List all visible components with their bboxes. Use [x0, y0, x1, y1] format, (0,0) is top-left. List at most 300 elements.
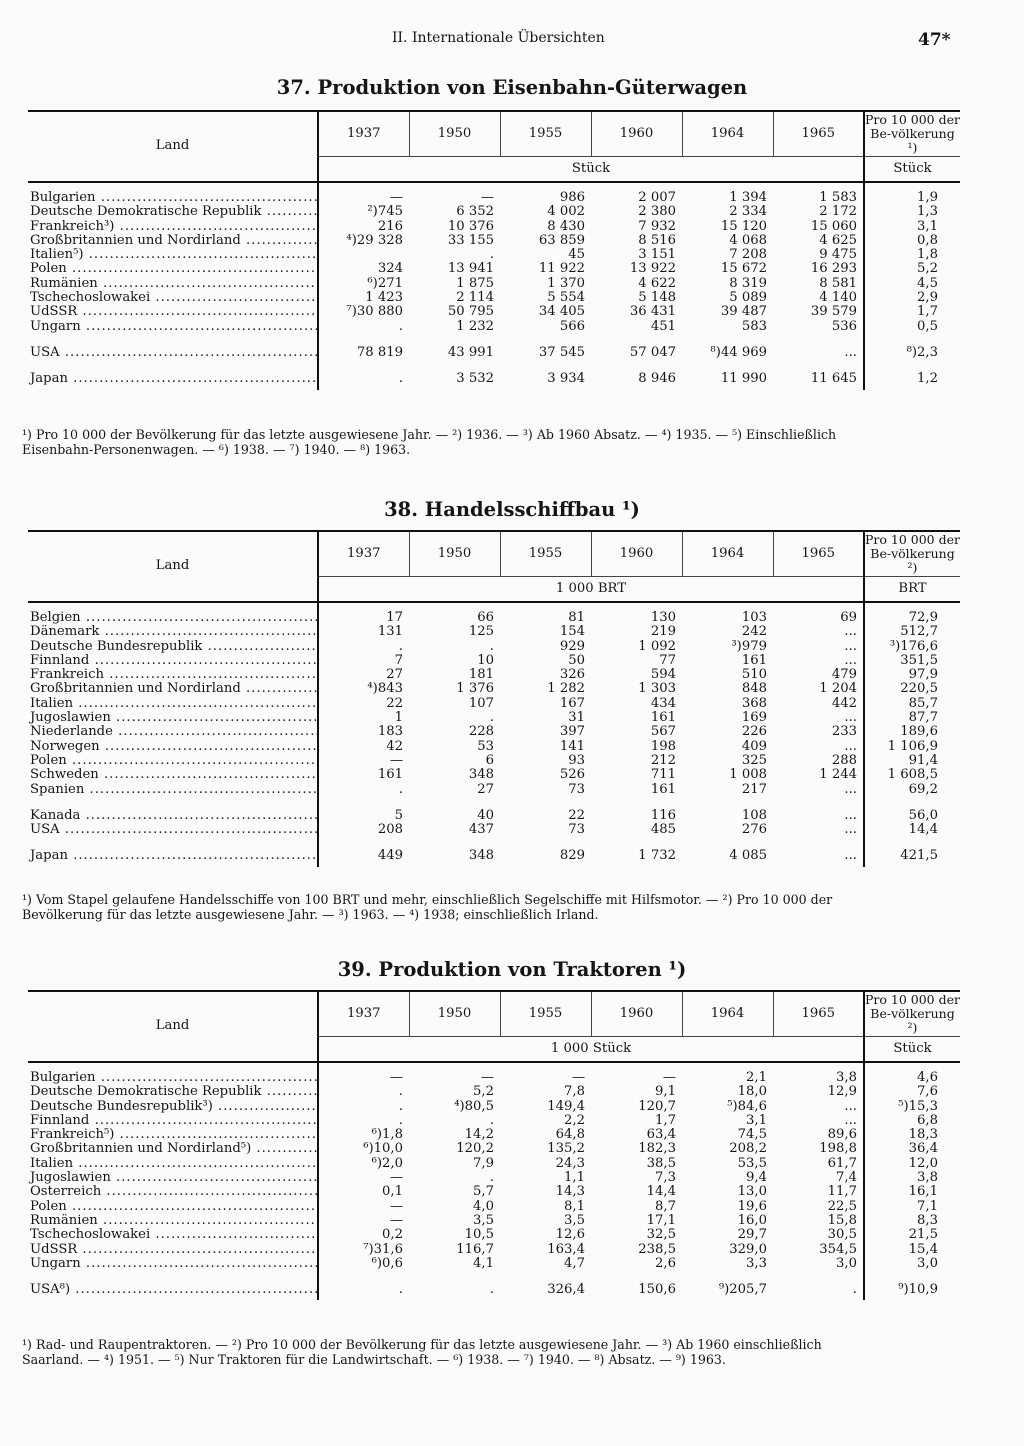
- country-name: Italien⁵) .....: [28, 248, 318, 262]
- table-39-tractors: [28, 990, 960, 1300]
- per-capita-value: 1 106,9: [864, 740, 960, 754]
- per-capita-value: 3,1: [864, 220, 960, 234]
- per-capita-value: 351,5: [864, 654, 960, 668]
- value-cell: 53,5: [737, 1155, 767, 1171]
- per-capita-value: 2,9: [864, 291, 960, 305]
- value-cell: —: [389, 1198, 403, 1214]
- value-cell: 40: [477, 807, 494, 823]
- value-cell: 208,2: [729, 1141, 767, 1157]
- value-cell: 15 120: [720, 218, 767, 234]
- value-cell: 74,5: [737, 1127, 767, 1143]
- country-name: Schweden .....: [28, 768, 318, 782]
- unit-label: 1 000 BRT: [318, 577, 864, 603]
- per-capita-header: Pro 10 000 der Be-völkerung ²): [865, 532, 960, 575]
- value-cell: 15 672: [720, 261, 767, 277]
- country-name: Italien .....: [28, 1157, 318, 1171]
- value-cell: 141: [559, 738, 585, 754]
- country-name: Polen .....: [28, 754, 318, 768]
- table-row: [28, 1128, 960, 1142]
- year-header: 1937: [318, 991, 409, 1037]
- table-row: [28, 1271, 960, 1300]
- value-cell: 4 085: [729, 848, 767, 864]
- running-title: II. Internationale Übersichten: [392, 30, 605, 46]
- value-cell: 15,8: [827, 1212, 857, 1228]
- table-38-merchant-shipbuilding: [28, 530, 960, 867]
- table-row: [28, 277, 960, 291]
- value-cell: 11,7: [827, 1184, 857, 1200]
- value-cell: 1 008: [729, 767, 767, 783]
- value-cell: 212: [650, 752, 676, 768]
- value-cell: 6: [485, 752, 494, 768]
- value-cell: 53: [477, 738, 494, 754]
- country-name: Großbritannien und Nordirland⁵) .....: [28, 1142, 318, 1156]
- per-capita-value: 421,5: [864, 837, 960, 866]
- value-cell: 354,5: [819, 1241, 857, 1257]
- table-row: [28, 711, 960, 725]
- per-capita-value: 97,9: [864, 668, 960, 682]
- value-cell: 4,0: [473, 1198, 494, 1214]
- country-name: Tschechoslowakei .....: [28, 291, 318, 305]
- table-row: [28, 1142, 960, 1156]
- value-cell: 32,5: [646, 1227, 676, 1243]
- value-cell: 8 516: [638, 232, 676, 248]
- per-capita-unit-label: Stück: [864, 157, 960, 183]
- per-capita-value: 69,2: [864, 783, 960, 797]
- value-cell: 33 155: [447, 232, 494, 248]
- table-row: [28, 1114, 960, 1128]
- value-cell: 348: [468, 767, 494, 783]
- value-cell: ...: [844, 822, 857, 838]
- value-cell: 12,6: [555, 1227, 585, 1243]
- per-capita-value: ³)176,6: [864, 640, 960, 654]
- value-cell: 583: [741, 318, 767, 334]
- value-cell: ²)745: [367, 204, 403, 220]
- value-cell: 6 352: [456, 204, 494, 220]
- value-cell: 8,1: [564, 1198, 585, 1214]
- value-cell: .: [489, 1170, 494, 1186]
- year-header: 1960: [591, 991, 682, 1037]
- value-cell: 198,8: [819, 1141, 857, 1157]
- year-header: 1965: [773, 531, 864, 577]
- value-cell: 37 545: [538, 344, 585, 360]
- year-header: 1965: [773, 991, 864, 1037]
- value-cell: 10,5: [464, 1227, 494, 1243]
- table-row: [28, 182, 960, 205]
- per-capita-value: 0,5: [864, 320, 960, 334]
- value-cell: 2 007: [638, 190, 676, 205]
- country-name: Frankreich³) .....: [28, 220, 318, 234]
- table-row: [28, 602, 960, 625]
- value-cell: .: [398, 1282, 403, 1298]
- country-name: Spanien .....: [28, 783, 318, 797]
- country-name: Ungarn .....: [28, 1257, 318, 1271]
- value-cell: 216: [377, 218, 403, 234]
- value-cell: ...: [844, 624, 857, 640]
- year-header: 1965: [773, 111, 864, 157]
- country-name: Bulgarien .....: [28, 182, 318, 205]
- year-header: 1955: [500, 531, 591, 577]
- value-cell: 24,3: [555, 1155, 585, 1171]
- land-column-header: Land: [28, 991, 318, 1062]
- value-cell: .: [398, 1112, 403, 1128]
- value-cell: 198: [650, 738, 676, 754]
- per-capita-value: 189,6: [864, 725, 960, 739]
- value-cell: 1 244: [819, 767, 857, 783]
- value-cell: ⁷)30 880: [346, 304, 403, 320]
- value-cell: 10: [477, 652, 494, 668]
- year-header: 1960: [591, 531, 682, 577]
- table-row: [28, 220, 960, 234]
- value-cell: 1 370: [547, 275, 585, 291]
- value-cell: 536: [831, 318, 857, 334]
- value-cell: 61,7: [827, 1155, 857, 1171]
- value-cell: 1 394: [729, 190, 767, 205]
- value-cell: 43 991: [447, 344, 494, 360]
- value-cell: 108: [741, 807, 767, 823]
- per-capita-value: 14,4: [864, 823, 960, 837]
- per-capita-value: 5,2: [864, 262, 960, 276]
- value-cell: 228: [468, 724, 494, 740]
- per-capita-value: 1,3: [864, 205, 960, 219]
- value-cell: ...: [844, 1112, 857, 1128]
- year-header: 1950: [409, 531, 500, 577]
- value-cell: ⁸)44 969: [710, 344, 767, 360]
- value-cell: —: [389, 1070, 403, 1085]
- value-cell: 167: [559, 695, 585, 711]
- value-cell: 5 554: [547, 290, 585, 306]
- per-capita-value: ⁹)10,9: [864, 1271, 960, 1300]
- value-cell: [318, 248, 409, 262]
- footnote-line: ¹) Pro 10 000 der Bevölkerung für das letzte ausgewiesene Jahr. — ²) 1936. — ³) Ab 1960 Absatz. — ⁴) 1935. — ⁵) Einschließlich: [22, 427, 837, 442]
- value-cell: 135,2: [547, 1141, 585, 1157]
- per-capita-value: 7,6: [864, 1085, 960, 1099]
- value-cell: ...: [844, 710, 857, 726]
- value-cell: 154: [559, 624, 585, 640]
- value-cell: 36 431: [629, 304, 676, 320]
- per-capita-header: Pro 10 000 der Be-völkerung ²): [865, 992, 960, 1035]
- year-header: 1950: [409, 111, 500, 157]
- value-cell: —: [389, 190, 403, 205]
- table-38-footnotes: [22, 893, 962, 922]
- year-header: 1964: [682, 991, 773, 1037]
- footnote-line: ¹) Rad- und Raupentraktoren. — ²) Pro 10 000 der Bevölkerung für das letzte ausgewiesene Jahr. — ³) Ab 1960 einschließlich: [22, 1337, 822, 1352]
- value-cell: .: [398, 1084, 403, 1100]
- country-name: Frankreich .....: [28, 668, 318, 682]
- per-capita-unit-label: Stück: [864, 1037, 960, 1063]
- value-cell: 14,3: [555, 1184, 585, 1200]
- value-cell: —: [389, 752, 403, 768]
- value-cell: 22: [386, 695, 403, 711]
- page-number: 47*: [918, 30, 951, 50]
- country-name: Österreich .....: [28, 1185, 318, 1199]
- value-cell: 276: [741, 822, 767, 838]
- value-cell: 29,7: [737, 1227, 767, 1243]
- value-cell: 15 060: [810, 218, 857, 234]
- value-cell: 149,4: [547, 1098, 585, 1114]
- per-capita-value: 91,4: [864, 754, 960, 768]
- country-name: UdSSR .....: [28, 1243, 318, 1257]
- value-cell: 8 581: [819, 275, 857, 291]
- table-37-footnotes: [22, 428, 962, 457]
- country-name: Deutsche Demokratische Republik .....: [28, 205, 318, 219]
- value-cell: 3,3: [746, 1255, 767, 1271]
- value-cell: 130: [650, 610, 676, 625]
- per-capita-value: 1,7: [864, 305, 960, 319]
- table-row: [28, 625, 960, 639]
- country-name: Deutsche Demokratische Republik .....: [28, 1085, 318, 1099]
- per-capita-value: 16,1: [864, 1185, 960, 1199]
- value-cell: 182,3: [638, 1141, 676, 1157]
- per-capita-value: 512,7: [864, 625, 960, 639]
- value-cell: 5 148: [638, 290, 676, 306]
- land-column-header: Land: [28, 531, 318, 602]
- value-cell: 107: [468, 695, 494, 711]
- table-row: [28, 262, 960, 276]
- value-cell: 7: [394, 652, 403, 668]
- value-cell: 510: [741, 667, 767, 683]
- year-header: 1955: [500, 991, 591, 1037]
- table-row: [28, 248, 960, 262]
- table-row: [28, 1214, 960, 1228]
- value-cell: 64,8: [555, 1127, 585, 1143]
- value-cell: ⁶)271: [367, 275, 403, 291]
- value-cell: 5,2: [473, 1084, 494, 1100]
- value-cell: 4 068: [729, 232, 767, 248]
- value-cell: 324: [377, 261, 403, 277]
- value-cell: —: [480, 1070, 494, 1085]
- value-cell: 22: [568, 807, 585, 823]
- value-cell: 451: [650, 318, 676, 334]
- value-cell: 219: [650, 624, 676, 640]
- value-cell: 594: [650, 667, 676, 683]
- table-39-title: 39. Produktion von Traktoren ¹): [337, 958, 687, 981]
- country-name: USA⁸) .....: [28, 1271, 318, 1300]
- value-cell: ...: [844, 738, 857, 754]
- table-37-freight-wagons: [28, 110, 960, 390]
- value-cell: 73: [568, 781, 585, 797]
- value-cell: 66: [477, 610, 494, 625]
- value-cell: 163,4: [547, 1241, 585, 1257]
- per-capita-value: 3,0: [864, 1257, 960, 1271]
- land-column-header: Land: [28, 111, 318, 182]
- value-cell: 8 319: [729, 275, 767, 291]
- table-row: [28, 725, 960, 739]
- table-row: [28, 1185, 960, 1199]
- year-header: 1964: [682, 111, 773, 157]
- country-name: Großbritannien und Nordirland .....: [28, 682, 318, 696]
- value-cell: 120,2: [456, 1141, 494, 1157]
- footnote-line: Saarland. — ⁴) 1951. — ⁵) Nur Traktoren für die Landwirtschaft. — ⁶) 1938. — ⁷) 1940. — ⁸) Absatz. — ⁹) 1963.: [22, 1351, 726, 1367]
- value-cell: 5 089: [729, 290, 767, 306]
- value-cell: 7,8: [564, 1084, 585, 1100]
- per-capita-value: 85,7: [864, 697, 960, 711]
- value-cell: 2,1: [746, 1070, 767, 1085]
- value-cell: 18,0: [737, 1084, 767, 1100]
- value-cell: .: [489, 1112, 494, 1128]
- per-capita-unit-label: BRT: [864, 577, 960, 603]
- value-cell: 19,6: [737, 1198, 767, 1214]
- per-capita-value: 1,2: [864, 360, 960, 389]
- value-cell: 181: [468, 667, 494, 683]
- value-cell: 1 204: [819, 681, 857, 697]
- table-39-footnotes: [22, 1338, 962, 1367]
- value-cell: 1,7: [655, 1112, 676, 1128]
- value-cell: 17,1: [646, 1212, 676, 1228]
- country-name: Rumänien .....: [28, 1214, 318, 1228]
- value-cell: 7 932: [638, 218, 676, 234]
- value-cell: .: [398, 1098, 403, 1114]
- value-cell: 63,4: [646, 1127, 676, 1143]
- value-cell: 7 208: [729, 247, 767, 263]
- table-row: [28, 1062, 960, 1085]
- value-cell: ...: [844, 807, 857, 823]
- value-cell: .: [398, 318, 403, 334]
- table-row: [28, 697, 960, 711]
- country-name: Niederlande .....: [28, 725, 318, 739]
- per-capita-value: 7,1: [864, 1200, 960, 1214]
- value-cell: 50: [568, 652, 585, 668]
- value-cell: 442: [831, 695, 857, 711]
- value-cell: 11 922: [538, 261, 585, 277]
- value-cell: 929: [559, 638, 585, 654]
- table-row: [28, 1228, 960, 1242]
- value-cell: ⁴)80,5: [454, 1098, 494, 1114]
- value-cell: 77: [659, 652, 676, 668]
- country-name: Finnland .....: [28, 1114, 318, 1128]
- value-cell: 397: [559, 724, 585, 740]
- value-cell: .: [489, 710, 494, 726]
- value-cell: 78 819: [356, 344, 403, 360]
- value-cell: 8 946: [638, 371, 676, 387]
- value-cell: 13 922: [629, 261, 676, 277]
- value-cell: 233: [831, 724, 857, 740]
- value-cell: 103: [741, 610, 767, 625]
- per-capita-value: 1,9: [864, 182, 960, 205]
- value-cell: 986: [559, 190, 585, 205]
- value-cell: ...: [844, 652, 857, 668]
- per-capita-value: 8,3: [864, 1214, 960, 1228]
- value-cell: 11 645: [810, 371, 857, 387]
- value-cell: 348: [468, 848, 494, 864]
- table-row: [28, 783, 960, 797]
- value-cell: 711: [650, 767, 676, 783]
- value-cell: 3 532: [456, 371, 494, 387]
- value-cell: 3,0: [836, 1255, 857, 1271]
- country-name: USA .....: [28, 823, 318, 837]
- value-cell: 11 990: [720, 371, 767, 387]
- value-cell: 409: [741, 738, 767, 754]
- per-capita-value: 6,8: [864, 1114, 960, 1128]
- value-cell: 50 795: [447, 304, 494, 320]
- value-cell: 116,7: [456, 1241, 494, 1257]
- value-cell: 8 430: [547, 218, 585, 234]
- year-header: 1937: [318, 111, 409, 157]
- value-cell: 9 475: [819, 247, 857, 263]
- value-cell: 131: [377, 624, 403, 640]
- value-cell: ⁴)29 328: [346, 232, 403, 248]
- value-cell: 57 047: [629, 344, 676, 360]
- value-cell: ...: [844, 638, 857, 654]
- country-name: Deutsche Bundesrepublik .....: [28, 640, 318, 654]
- per-capita-value: 4,6: [864, 1062, 960, 1085]
- value-cell: 27: [477, 781, 494, 797]
- value-cell: 1 303: [638, 681, 676, 697]
- country-name: Jugoslawien .....: [28, 711, 318, 725]
- value-cell: 3 151: [638, 247, 676, 263]
- table-row: [28, 668, 960, 682]
- country-name: Jugoslawien .....: [28, 1171, 318, 1185]
- year-header: 1964: [682, 531, 773, 577]
- per-capita-value: 56,0: [864, 797, 960, 823]
- per-capita-value: 18,3: [864, 1128, 960, 1142]
- value-cell: 4 625: [819, 232, 857, 248]
- country-name: Polen .....: [28, 262, 318, 276]
- value-cell: 1 092: [638, 638, 676, 654]
- value-cell: 161: [650, 781, 676, 797]
- per-capita-value: 1 608,5: [864, 768, 960, 782]
- value-cell: 2 334: [729, 204, 767, 220]
- table-row: [28, 1100, 960, 1114]
- value-cell: 39 487: [720, 304, 767, 320]
- per-capita-header: Pro 10 000 der Be-völkerung ¹): [865, 112, 960, 155]
- value-cell: ⁶)2,0: [371, 1155, 403, 1171]
- value-cell: 22,5: [827, 1198, 857, 1214]
- value-cell: 5: [394, 807, 403, 823]
- value-cell: 1 875: [456, 275, 494, 291]
- table-row: [28, 797, 960, 823]
- per-capita-value: 87,7: [864, 711, 960, 725]
- value-cell: 242: [741, 624, 767, 640]
- value-cell: 1 282: [547, 681, 585, 697]
- value-cell: .: [398, 371, 403, 387]
- value-cell: 45: [568, 247, 585, 263]
- per-capita-value: 15,4: [864, 1243, 960, 1257]
- value-cell: 4 140: [819, 290, 857, 306]
- value-cell: 1 732: [638, 848, 676, 864]
- value-cell: 7,9: [473, 1155, 494, 1171]
- table-row: [28, 305, 960, 319]
- country-name: Dänemark .....: [28, 625, 318, 639]
- value-cell: .: [398, 638, 403, 654]
- country-name: Finnland .....: [28, 654, 318, 668]
- value-cell: 4 622: [638, 275, 676, 291]
- country-name: Frankreich⁵) .....: [28, 1128, 318, 1142]
- value-cell: ...: [844, 344, 857, 360]
- value-cell: 7,4: [836, 1170, 857, 1186]
- country-name: USA .....: [28, 334, 318, 360]
- footnote-line: Eisenbahn-Personenwagen. — ⁶) 1938. — ⁷) 1940. — ⁸) 1963.: [22, 441, 411, 457]
- value-cell: 3,1: [746, 1112, 767, 1128]
- table-row: [28, 654, 960, 668]
- value-cell: 16 293: [810, 261, 857, 277]
- value-cell: 226: [741, 724, 767, 740]
- year-header: 1960: [591, 111, 682, 157]
- value-cell: —: [571, 1070, 585, 1085]
- year-header: 1950: [409, 991, 500, 1037]
- value-cell: 69: [840, 610, 857, 625]
- value-cell: 63 859: [538, 232, 585, 248]
- value-cell: 1 583: [819, 190, 857, 205]
- value-cell: 829: [559, 848, 585, 864]
- per-capita-value: 4,5: [864, 277, 960, 291]
- footnote-line: ¹) Vom Stapel gelaufene Handelsschiffe von 100 BRT und mehr, einschließlich Segelschiffe mit Hilfsmotor. — ²) Pro 10 000 der: [22, 892, 833, 907]
- table-37-title: 37. Produktion von Eisenbahn-Güterwagen: [276, 76, 748, 99]
- value-cell: 9,1: [655, 1084, 676, 1100]
- value-cell: 1 423: [365, 290, 403, 306]
- value-cell: 1 376: [456, 681, 494, 697]
- value-cell: 89,6: [827, 1127, 857, 1143]
- value-cell: 30,5: [827, 1227, 857, 1243]
